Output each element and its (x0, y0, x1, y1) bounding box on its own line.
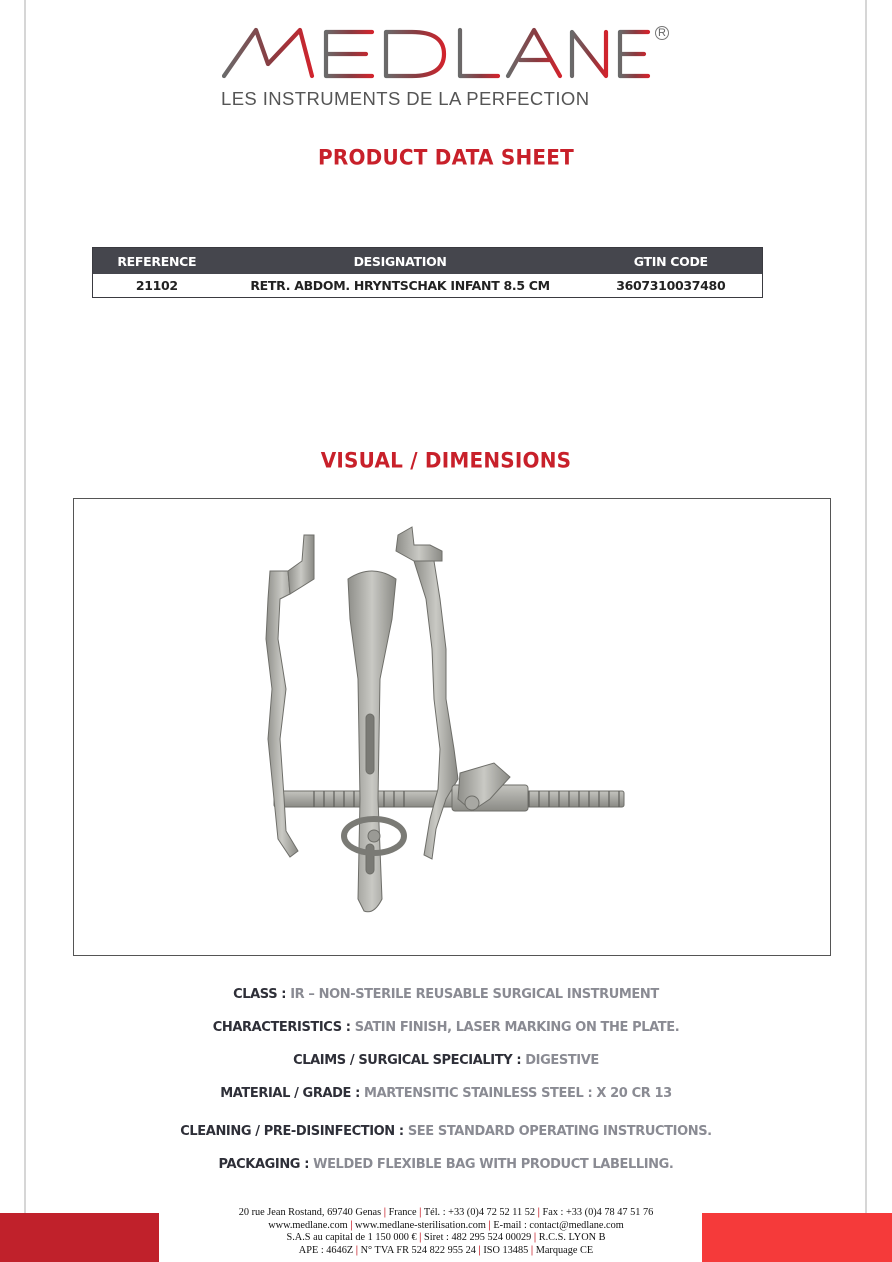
footer-line-web: www.medlane.com | www.medlane-sterilisation.com | E-mail : contact@medlane.com (268, 1219, 624, 1231)
footer-ce-marking: Marquage CE (535, 1244, 594, 1256)
medlane-wordmark-icon (222, 24, 652, 80)
product-data-sheet-title: PRODUCT DATA SHEET (318, 144, 574, 170)
spec-cleaning (0, 1124, 892, 1139)
spec-characteristics-value: SATIN FINISH, LASER MARKING ON THE PLATE. (354, 1020, 680, 1035)
table-header-row (93, 248, 762, 274)
footer-website[interactable]: www.medlane.com (268, 1219, 348, 1231)
header-designation: DESIGNATION (353, 253, 447, 269)
spec-speciality-key: CLAIMS / SURGICAL SPECIALITY : (293, 1053, 526, 1068)
spec-packaging-key: PACKAGING : (218, 1157, 314, 1172)
visual-dimensions-title: VISUAL / DIMENSIONS (320, 447, 572, 473)
footer-iso: ISO 13485 (483, 1244, 529, 1256)
spec-class-key: CLASS : (233, 987, 291, 1002)
header-gtin-code: GTIN CODE (633, 253, 708, 269)
spec-speciality-value: DIGESTIVE (525, 1053, 599, 1068)
spec-characteristics (0, 1020, 892, 1035)
footer-email[interactable]: E-mail : contact@medlane.com (493, 1219, 624, 1231)
footer-capital: S.A.S au capital de 1 150 000 € (286, 1232, 417, 1243)
table-row (93, 274, 762, 296)
gtin-value: 3607310037480 (616, 277, 726, 293)
header-reference: REFERENCE (117, 253, 197, 269)
spec-material-value: MARTENSITIC STAINLESS STEEL : X 20 CR 13 (364, 1086, 672, 1101)
spec-material-key: MATERIAL / GRADE : (220, 1086, 365, 1101)
product-image-frame (73, 498, 831, 956)
footer-siret: Siret : 482 295 524 00029 (424, 1232, 532, 1243)
registered-mark: R (655, 26, 669, 40)
surgical-retractor-icon (74, 499, 830, 955)
reference-value: 21102 (135, 277, 178, 293)
medlane-logo (0, 18, 892, 118)
footer-fax: Fax : +33 (0)4 78 47 51 76 (542, 1207, 654, 1218)
spec-cleaning-key: CLEANING / PRE-DISINFECTION : (180, 1124, 408, 1139)
spec-packaging (0, 1157, 892, 1172)
footer-phone: Tél. : +33 (0)4 72 52 11 52 (423, 1207, 536, 1218)
spec-class (0, 987, 892, 1002)
footer-country: France (388, 1207, 417, 1218)
brand-tagline: LES INSTRUMENTS DE LA PERFECTION (221, 88, 590, 109)
footer-line-registration: APE : 4646Z | N° TVA FR 524 822 955 24 | ISO 13485 | Marquage CE (298, 1244, 594, 1256)
footer-sterilisation-website[interactable]: www.medlane-sterilisation.com (355, 1219, 486, 1231)
spec-characteristics-key: CHARACTERISTICS : (212, 1020, 355, 1035)
footer-address: 20 rue Jean Rostand, 69740 Genas (238, 1207, 382, 1218)
spec-class-value: IR – NON-STERILE REUSABLE SURGICAL INSTRUMENT (290, 987, 659, 1002)
company-footer (0, 1207, 892, 1257)
spec-speciality (0, 1053, 892, 1068)
spec-material (0, 1086, 892, 1101)
footer-line-legal: S.A.S au capital de 1 150 000 € | Siret : 482 295 524 00029 | R.C.S. LYON B (286, 1232, 606, 1243)
spec-packaging-value: WELDED FLEXIBLE BAG WITH PRODUCT LABELLING. (313, 1157, 674, 1172)
footer-vat: N° TVA FR 524 822 955 24 (360, 1244, 476, 1256)
footer-ape: APE : 4646Z (298, 1244, 354, 1256)
reference-table (92, 247, 763, 298)
footer-line-address: 20 rue Jean Rostand, 69740 Genas | France | Tél. : +33 (0)4 72 52 11 52 | Fax : +33 (0)4 78 47 51 76 (238, 1207, 654, 1218)
designation-value: RETR. ABDOM. HRYNTSCHAK INFANT 8.5 CM (250, 277, 550, 293)
spec-cleaning-value: SEE STANDARD OPERATING INSTRUCTIONS. (407, 1124, 712, 1139)
footer-rcs: R.C.S. LYON B (538, 1232, 606, 1243)
